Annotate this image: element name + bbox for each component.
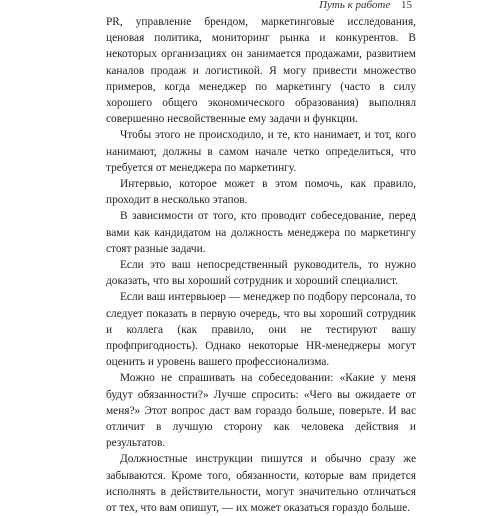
running-header <box>319 0 412 12</box>
paragraph: Если ваш интервьюер — менеджер по подбору персонала, то следует показать в первую очередь, что вы хороший сотрудник и коллега (как правило, они не тестируют вашу профпригодность). Однако некоторые HR-менеджеры могут оценить и уровень вашего профессионализма. <box>106 291 416 369</box>
body-text <box>106 14 416 516</box>
page-number: 15 <box>401 0 412 11</box>
paragraph: PR, управление брендом, маркетинговые исследования, ценовая политика, мониторинг рынка и конкурентов. В некоторых организациях он занимается продажами, развитием каналов продаж и логистикой. Я могу привести множество примеров, когда менеджер по маркетингу (часто в силу хорошего общего экономического образования) выполнял совершенно несвойственные ему задачи и функции. <box>106 16 416 126</box>
paragraph: Должностные инструкции пишутся и обычно сразу же забываются. Кроме того, обязанности, которые вам придется исполнять в действительности, могут значительно отличаться от тех, что вам опишут, — их может оказаться гораздо больше. <box>106 453 416 515</box>
paragraph: В зависимости от того, кто проводит собеседование, перед вами как кандидатом на должность менеджера по маркетингу стоят разные задачи. <box>106 210 416 255</box>
running-title: Путь к работе <box>319 0 391 11</box>
paragraph: Можно не спрашивать на собеседовании: «Какие у меня будут обязанности?» Лучше спросить: «Чего вы ожидаете от меня?» Этот вопрос даст вам гораздо больше, поверьте. И вас отличит в лучшую сторону как человека действия и результатов. <box>106 372 416 450</box>
paragraph: Если это ваш непосредственный руководитель, то нужно доказать, что вы хороший сотрудник и хороший специалист. <box>106 259 416 288</box>
paragraph: Интервью, которое может в этом помочь, как правило, проходит в несколько этапов. <box>106 178 416 207</box>
paragraph: Чтобы этого не происходило, и те, кто нанимает, и тот, кого нанимают, должны в самом начале четко определиться, что требуется от менеджера по маркетингу. <box>106 129 416 174</box>
